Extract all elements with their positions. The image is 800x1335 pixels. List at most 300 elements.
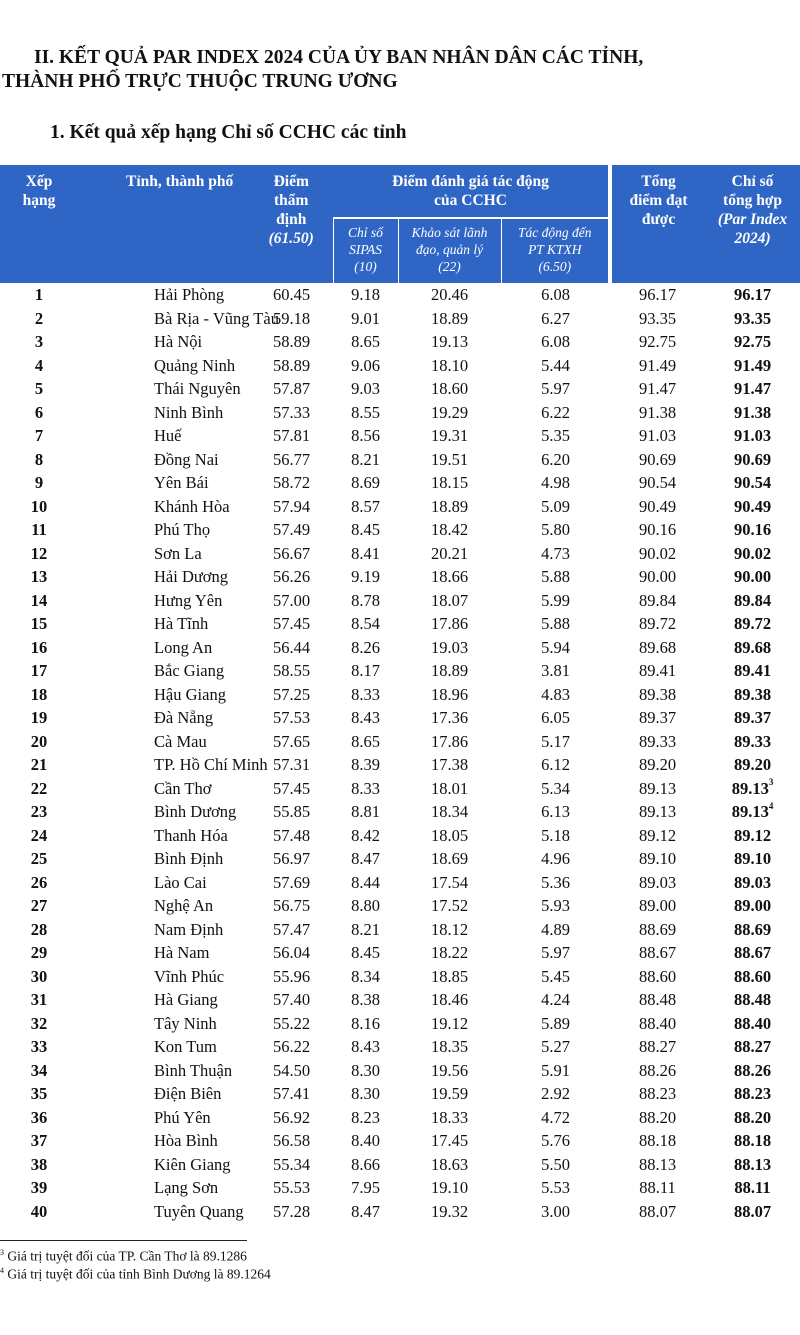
table-row: [0, 683, 800, 707]
cell-chi-so: 88.40: [733, 1013, 772, 1033]
cell-province: Tây Ninh: [154, 1013, 217, 1033]
cell-chi-so: 88.07: [733, 1201, 772, 1221]
cell-tong-diem: 89.84: [638, 590, 677, 610]
cell-tac-dong: 5.80: [541, 520, 570, 539]
cell-province: Sơn La: [154, 543, 202, 563]
cell-province: Kon Tum: [154, 1037, 217, 1056]
cell-khao-sat: 19.32: [430, 1201, 469, 1221]
cell-chi-so: 89.12: [733, 825, 772, 845]
cell-tac-dong: 6.20: [541, 449, 570, 469]
cell-khao-sat: 18.34: [430, 802, 469, 821]
cell-rank: 37: [30, 1131, 48, 1150]
cell-tac-dong: 4.83: [541, 684, 570, 704]
cell-rank: 4: [34, 355, 44, 375]
cell-sipas: 8.30: [351, 1084, 380, 1103]
cell-tham-dinh: 57.40: [272, 990, 311, 1009]
cell-khao-sat: 18.35: [430, 1037, 469, 1056]
cell-tham-dinh: 58.72: [272, 473, 311, 492]
table-row: [0, 471, 800, 495]
cell-sipas: 8.16: [351, 1013, 380, 1033]
cell-province: Quảng Ninh: [154, 355, 236, 375]
cell-tham-dinh: 55.85: [272, 802, 311, 821]
table-row: [0, 1035, 800, 1059]
cell-sipas: 8.21: [351, 449, 380, 469]
cell-tac-dong: 4.89: [541, 919, 570, 939]
cell-rank: 7: [34, 426, 44, 445]
table-row: [0, 612, 800, 636]
table-row: [0, 354, 800, 378]
table-row: [0, 330, 800, 354]
cell-chi-so: 90.49: [733, 496, 772, 516]
cell-rank: 40: [30, 1201, 48, 1221]
cell-rank: 35: [30, 1084, 48, 1103]
cell-tong-diem: 88.18: [638, 1131, 677, 1150]
cell-tham-dinh: 55.96: [272, 966, 311, 986]
cell-tong-diem: 96.17: [638, 285, 677, 304]
cell-rank: 25: [30, 849, 48, 868]
cell-province: Điện Biên: [154, 1084, 222, 1103]
cell-province: Nghệ An: [154, 896, 214, 915]
cell-tham-dinh: 56.04: [272, 943, 311, 962]
cell-tong-diem: 88.60: [638, 966, 677, 986]
cell-chi-so: 91.03: [733, 426, 772, 445]
cell-tac-dong: 5.35: [541, 426, 570, 445]
table-row: [0, 401, 800, 425]
cell-chi-so: 89.33: [733, 731, 772, 751]
table-row: [0, 1082, 800, 1106]
cell-rank: 16: [30, 637, 48, 657]
footnote-4: $^4$ Giá trị tuyệt đối của tỉnh Bình Dương là 89.1264: [0, 1266, 271, 1282]
cell-province: Hưng Yên: [154, 590, 223, 610]
table-row: [0, 753, 800, 777]
cell-province: Bình Thuận: [154, 1060, 233, 1080]
table-row: [0, 424, 800, 448]
cell-khao-sat: 17.36: [430, 708, 469, 727]
cell-chi-so: 88.69: [733, 919, 772, 939]
cell-sipas: 8.57: [351, 496, 380, 516]
cell-tac-dong: 4.72: [541, 1107, 570, 1127]
cell-tac-dong: 5.88: [541, 567, 570, 586]
cell-sipas: 8.81: [351, 802, 380, 821]
cell-tong-diem: 89.72: [638, 614, 677, 633]
header-sipas: Chỉ số SIPAS (10): [333, 218, 398, 283]
table-row: [0, 518, 800, 542]
cell-tong-diem: 90.02: [638, 543, 677, 563]
cell-rank: 8: [34, 449, 44, 469]
cell-rank: 33: [30, 1037, 48, 1056]
cell-tong-diem: 88.67: [638, 943, 677, 962]
cell-province: Long An: [154, 637, 213, 657]
cell-sipas: 9.01: [351, 308, 380, 328]
cell-sipas: 8.41: [351, 543, 380, 563]
cell-rank: 23: [30, 802, 48, 821]
cell-province: Lạng Sơn: [154, 1178, 219, 1197]
cell-tac-dong: 6.13: [541, 802, 570, 821]
cell-rank: 26: [30, 872, 48, 892]
cell-sipas: 8.38: [351, 990, 380, 1009]
header-tham-dinh: Điểm thẩm định (61.50): [250, 165, 333, 283]
cell-rank: 36: [30, 1107, 48, 1127]
cell-province: Ninh Bình: [154, 402, 224, 422]
cell-province: Bình Dương: [154, 802, 237, 821]
cell-khao-sat: 18.60: [430, 379, 469, 398]
table-row: [0, 659, 800, 683]
cell-tham-dinh: 56.75: [272, 896, 311, 915]
cell-province: Yên Bái: [154, 473, 209, 492]
cell-tac-dong: 5.34: [541, 778, 570, 798]
cell-tham-dinh: 58.89: [272, 332, 311, 351]
cell-rank: 31: [30, 990, 48, 1009]
section-heading-line-2: THÀNH PHỐ TRỰC THUỘC TRUNG ƯƠNG: [2, 71, 398, 92]
cell-rank: 22: [30, 778, 48, 798]
cell-sipas: 8.65: [351, 332, 380, 351]
table-row: [0, 847, 800, 871]
cell-province: Cần Thơ: [154, 778, 212, 798]
cell-tong-diem: 88.20: [638, 1107, 677, 1127]
cell-rank: 39: [30, 1178, 48, 1197]
cell-tac-dong: 5.44: [541, 355, 570, 375]
cell-rank: 14: [30, 590, 48, 610]
table-row: [0, 1106, 800, 1130]
cell-tong-diem: 91.49: [638, 355, 677, 375]
cell-tham-dinh: 59.18: [272, 308, 311, 328]
cell-chi-so: 89.41: [733, 661, 772, 680]
cell-tong-diem: 88.23: [638, 1084, 677, 1103]
cell-rank: 10: [30, 496, 48, 516]
cell-tham-dinh: 56.92: [272, 1107, 311, 1127]
cell-sipas: 8.23: [351, 1107, 380, 1127]
cell-khao-sat: 18.01: [430, 778, 469, 798]
table-row: [0, 894, 800, 918]
cell-rank: 18: [30, 684, 48, 704]
cell-sipas: 8.26: [351, 637, 380, 657]
cell-khao-sat: 18.33: [430, 1107, 469, 1127]
cell-tong-diem: 90.69: [638, 449, 677, 469]
cell-chi-so: 89.13$^4$: [731, 800, 774, 821]
header-chi-so: Chỉ số tổng hợp (Par Index 2024): [705, 165, 800, 283]
cell-rank: 11: [31, 520, 47, 539]
header-rank: Xếp hạng: [0, 165, 78, 283]
cell-province: Cà Mau: [154, 731, 207, 751]
cell-province: Hòa Bình: [154, 1131, 218, 1150]
cell-tong-diem: 88.69: [638, 919, 677, 939]
cell-tong-diem: 89.10: [638, 849, 677, 868]
cell-tham-dinh: 56.58: [272, 1131, 311, 1150]
table-row: [0, 495, 800, 519]
ranking-table: [0, 165, 800, 1223]
cell-sipas: 9.03: [351, 379, 380, 398]
cell-tac-dong: 5.94: [541, 637, 570, 657]
cell-sipas: 8.33: [351, 778, 380, 798]
cell-sipas: 8.69: [351, 473, 380, 492]
footnote-mark: 4: [768, 800, 774, 811]
section-heading-line-1: II. KẾT QUẢ PAR INDEX 2024 CỦA ỦY BAN NHÂN DÂN CÁC TỈNH,: [34, 47, 644, 68]
table-row: [0, 800, 800, 824]
cell-tong-diem: 89.41: [638, 661, 677, 680]
cell-tong-diem: 90.54: [638, 473, 677, 492]
cell-province: Lào Cai: [154, 872, 207, 892]
cell-tong-diem: 89.00: [638, 896, 677, 915]
cell-tong-diem: 89.12: [638, 825, 677, 845]
cell-khao-sat: 19.51: [430, 449, 469, 469]
cell-khao-sat: 18.89: [430, 496, 469, 516]
cell-chi-so: 89.20: [733, 755, 772, 774]
cell-khao-sat: 20.21: [430, 543, 469, 563]
cell-tong-diem: 88.07: [638, 1201, 677, 1221]
cell-tham-dinh: 58.55: [272, 661, 311, 680]
table-row: [0, 1200, 800, 1224]
cell-tham-dinh: 57.00: [272, 590, 311, 610]
cell-khao-sat: 18.85: [430, 966, 469, 986]
cell-province: Tuyên Quang: [154, 1201, 244, 1221]
cell-chi-so: 89.84: [733, 590, 772, 610]
table-row: [0, 307, 800, 331]
cell-chi-so: 88.13: [733, 1154, 772, 1174]
table-row: [0, 941, 800, 965]
cell-sipas: 7.95: [351, 1178, 380, 1197]
cell-tham-dinh: 57.31: [272, 755, 311, 774]
cell-sipas: 8.80: [351, 896, 380, 915]
cell-sipas: 8.55: [351, 402, 380, 422]
cell-chi-so: 88.26: [733, 1060, 772, 1080]
cell-sipas: 8.43: [351, 1037, 380, 1056]
table-row: [0, 1153, 800, 1177]
cell-province: Hải Dương: [154, 567, 229, 586]
table-row: [0, 283, 800, 307]
cell-khao-sat: 18.46: [430, 990, 469, 1009]
cell-province: TP. Hồ Chí Minh: [154, 755, 268, 774]
cell-tham-dinh: 56.77: [272, 449, 311, 469]
cell-khao-sat: 18.66: [430, 567, 469, 586]
cell-chi-so: 89.38: [733, 684, 772, 704]
cell-chi-so: 90.02: [733, 543, 772, 563]
cell-rank: 13: [30, 567, 48, 586]
cell-tac-dong: 5.45: [541, 966, 570, 986]
cell-rank: 17: [30, 661, 48, 680]
cell-tong-diem: 89.37: [638, 708, 677, 727]
cell-chi-so: 90.54: [733, 473, 772, 492]
cell-tham-dinh: 57.49: [272, 520, 311, 539]
table-row: [0, 777, 800, 801]
cell-tong-diem: 88.48: [638, 990, 677, 1009]
cell-chi-so: 91.38: [733, 402, 772, 422]
cell-tac-dong: 6.05: [541, 708, 570, 727]
cell-khao-sat: 18.10: [430, 355, 469, 375]
header-impact-group: Điểm đánh giá tác động của CCHC: [333, 165, 610, 218]
cell-tham-dinh: 57.87: [272, 379, 311, 398]
cell-tac-dong: 5.17: [541, 731, 570, 751]
cell-province: Bắc Giang: [154, 661, 225, 680]
cell-tac-dong: 5.99: [541, 590, 570, 610]
cell-province: Hà Nam: [154, 943, 210, 962]
cell-khao-sat: 17.45: [430, 1131, 469, 1150]
table-row: [0, 824, 800, 848]
cell-tac-dong: 2.92: [541, 1084, 570, 1103]
cell-rank: 19: [30, 708, 48, 727]
cell-tham-dinh: 56.97: [272, 849, 311, 868]
cell-tac-dong: 5.09: [541, 496, 570, 516]
cell-chi-so: 90.16: [733, 520, 772, 539]
cell-tham-dinh: 57.45: [272, 614, 311, 633]
table-row: [0, 448, 800, 472]
cell-sipas: 9.18: [351, 285, 380, 304]
cell-chi-so: 93.35: [733, 308, 772, 328]
cell-tac-dong: 5.89: [541, 1013, 570, 1033]
cell-rank: 20: [30, 731, 48, 751]
cell-chi-so: 88.67: [733, 943, 772, 962]
table-row: [0, 1176, 800, 1200]
cell-tham-dinh: 57.53: [272, 708, 311, 727]
cell-tham-dinh: 57.45: [272, 778, 311, 798]
cell-khao-sat: 18.12: [430, 919, 469, 939]
cell-chi-so: 96.17: [733, 285, 772, 304]
cell-tac-dong: 6.22: [541, 402, 570, 422]
cell-tham-dinh: 54.50: [272, 1060, 311, 1080]
cell-sipas: 8.44: [351, 872, 380, 892]
cell-sipas: 8.65: [351, 731, 380, 751]
cell-chi-so: 89.37: [733, 708, 772, 727]
cell-tac-dong: 5.27: [541, 1037, 570, 1056]
cell-tham-dinh: 55.22: [272, 1013, 311, 1033]
cell-tong-diem: 91.03: [638, 426, 677, 445]
cell-province: Hà Tĩnh: [154, 614, 209, 633]
cell-khao-sat: 19.12: [430, 1013, 469, 1033]
cell-tac-dong: 5.18: [541, 825, 570, 845]
ranking-table-body: [0, 283, 800, 1223]
header-tham-dinh-max: (61.50): [268, 230, 314, 247]
cell-tong-diem: 89.03: [638, 872, 677, 892]
cell-tac-dong: 6.12: [541, 755, 570, 774]
cell-rank: 1: [34, 285, 44, 304]
table-row: [0, 565, 800, 589]
cell-tac-dong: 3.00: [541, 1201, 570, 1221]
cell-tac-dong: 3.81: [541, 661, 570, 680]
cell-chi-so: 92.75: [733, 332, 772, 351]
header-province: Tỉnh, thành phố: [78, 165, 250, 283]
cell-tong-diem: 88.27: [638, 1037, 677, 1056]
cell-sipas: 8.30: [351, 1060, 380, 1080]
cell-tham-dinh: 56.22: [272, 1037, 311, 1056]
cell-rank: 34: [30, 1060, 48, 1080]
cell-sipas: 8.34: [351, 966, 380, 986]
cell-sipas: 8.33: [351, 684, 380, 704]
cell-tham-dinh: 56.26: [272, 567, 311, 586]
cell-khao-sat: 19.13: [430, 332, 469, 351]
table-row: [0, 730, 800, 754]
cell-chi-so: 88.11: [734, 1178, 771, 1197]
cell-khao-sat: 19.29: [430, 402, 469, 422]
cell-khao-sat: 19.56: [430, 1060, 469, 1080]
cell-rank: 29: [30, 943, 48, 962]
cell-chi-so: 89.13$^3$: [731, 777, 774, 798]
cell-chi-so: 89.68: [733, 637, 772, 657]
cell-tac-dong: 5.36: [541, 872, 570, 892]
cell-sipas: 8.39: [351, 755, 380, 774]
cell-tong-diem: 93.35: [638, 308, 677, 328]
cell-sipas: 8.42: [351, 825, 380, 845]
footnote-mark: 3: [768, 777, 774, 787]
cell-khao-sat: 18.42: [430, 520, 469, 539]
cell-sipas: 8.45: [351, 520, 380, 539]
header-khao-sat: Khảo sát lãnh đạo, quản lý (22): [398, 218, 501, 283]
cell-rank: 12: [30, 543, 48, 563]
cell-province: Đồng Nai: [154, 449, 219, 469]
cell-khao-sat: 19.59: [430, 1084, 469, 1103]
cell-khao-sat: 17.52: [430, 896, 469, 915]
table-row: [0, 377, 800, 401]
cell-chi-so: 88.18: [733, 1131, 772, 1150]
cell-khao-sat: 17.86: [430, 731, 469, 751]
cell-tham-dinh: 57.41: [272, 1084, 311, 1103]
cell-province: Thái Nguyên: [154, 379, 241, 398]
cell-sipas: 8.40: [351, 1131, 380, 1150]
cell-province: Huế: [154, 426, 182, 445]
cell-rank: 27: [30, 896, 48, 915]
cell-khao-sat: 18.96: [430, 684, 469, 704]
cell-rank: 38: [30, 1154, 48, 1174]
table-row: [0, 988, 800, 1012]
cell-rank: 21: [30, 755, 48, 774]
cell-sipas: 8.45: [351, 943, 380, 962]
cell-tong-diem: 91.47: [638, 379, 677, 398]
table-row: [0, 1059, 800, 1083]
cell-sipas: 8.17: [351, 661, 380, 680]
cell-tham-dinh: 55.53: [272, 1178, 311, 1197]
cell-khao-sat: 19.31: [430, 426, 469, 445]
table-row: [0, 706, 800, 730]
cell-khao-sat: 18.69: [430, 849, 469, 868]
header-tac-dong: Tác động đến PT KTXH (6.50): [501, 218, 610, 283]
cell-tong-diem: 88.11: [639, 1178, 676, 1197]
cell-sipas: 9.19: [351, 567, 380, 586]
cell-sipas: 8.56: [351, 426, 380, 445]
table-row: [0, 542, 800, 566]
cell-province: Kiên Giang: [154, 1154, 231, 1174]
cell-sipas: 8.47: [351, 849, 380, 868]
cell-tham-dinh: 57.47: [272, 919, 311, 939]
cell-rank: 24: [30, 825, 48, 845]
cell-tong-diem: 89.20: [638, 755, 677, 774]
cell-province: Khánh Hòa: [154, 496, 230, 516]
footnote-3: $^3$ Giá trị tuyệt đối của TP. Cần Thơ là 89.1286: [0, 1248, 247, 1264]
cell-khao-sat: 19.03: [430, 637, 469, 657]
cell-tong-diem: 89.13: [638, 778, 677, 798]
cell-tac-dong: 5.53: [541, 1178, 570, 1197]
cell-tham-dinh: 55.34: [272, 1154, 311, 1174]
footnote-divider: [0, 1240, 247, 1241]
cell-tong-diem: 91.38: [638, 402, 677, 422]
cell-province: Hà Nội: [154, 332, 203, 351]
cell-rank: 30: [30, 966, 48, 986]
cell-rank: 28: [30, 919, 48, 939]
table-row: [0, 1129, 800, 1153]
cell-chi-so: 89.00: [733, 896, 772, 915]
cell-tong-diem: 89.13: [638, 802, 677, 821]
cell-khao-sat: 18.07: [430, 590, 469, 610]
cell-tham-dinh: 57.69: [272, 872, 311, 892]
table-row: [0, 871, 800, 895]
cell-tac-dong: 4.24: [541, 990, 570, 1009]
cell-khao-sat: 17.38: [430, 755, 469, 774]
cell-tong-diem: 88.26: [638, 1060, 677, 1080]
cell-tham-dinh: 57.28: [272, 1201, 311, 1221]
cell-rank: 5: [34, 379, 44, 398]
cell-sipas: 8.54: [351, 614, 380, 633]
cell-tac-dong: 6.08: [541, 332, 570, 351]
cell-khao-sat: 18.89: [430, 661, 469, 680]
cell-chi-so: 89.10: [733, 849, 772, 868]
cell-province: Bình Định: [154, 849, 224, 868]
